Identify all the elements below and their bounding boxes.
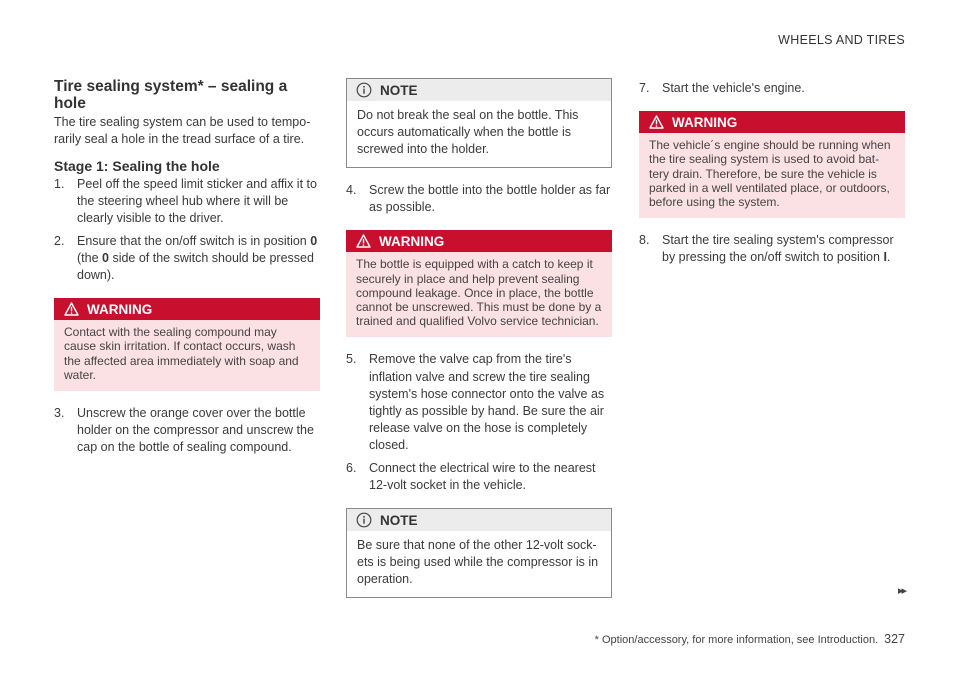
- steps-list-a: [54, 176, 320, 284]
- column-1: [54, 78, 320, 457]
- warning-triangle-icon: [356, 234, 371, 248]
- warning-text: Contact with the sealing compound may cause skin irritation. If contact occurs, wash the affected area immediately with soap and water.: [54, 320, 320, 391]
- column-2: [346, 78, 612, 612]
- note-label: NOTE: [380, 512, 418, 528]
- steps-list-d: [346, 351, 612, 494]
- footnote: * Option/accessory, for more information, see Introduction.: [594, 634, 879, 646]
- steps-list-b: [54, 405, 320, 457]
- info-circle-icon: [356, 512, 372, 528]
- stage-heading: Stage 1: Sealing the hole: [54, 158, 220, 174]
- intro-paragraph: The tire sealing system can be used to tempo-rarily seal a hole in the tread surface of a tire.: [54, 115, 311, 146]
- warning-box-engine: [639, 111, 905, 218]
- warning-box-bottle: [346, 230, 612, 337]
- note-box-seal: [346, 78, 612, 168]
- warning-label: WARNING: [379, 233, 445, 249]
- warning-text: The vehicle´s engine should be running when the tire sealing system is used to avoid bat-tery drain. Therefore, be sure the vehicle is parked in a well ventilated place, or outdoors, before using the system.: [639, 133, 905, 218]
- steps-list-e: [639, 80, 905, 97]
- step-4: 4. Screw the bottle into the bottle holder as far as possible.: [346, 183, 611, 215]
- warning-text: The bottle is equipped with a catch to keep it securely in place and help prevent sealing compound leakage. Once in place, the bottle cannot be unscrewed. This must be done by a trained and qualified Volvo service technician.: [346, 252, 612, 337]
- step-8: 8. Start the tire sealing system's compressor by pressing the on/off switch to position I.: [639, 233, 894, 265]
- note-text: Do not break the seal on the bottle. This occurs automatically when the bottle is screwed into the holder.: [357, 108, 579, 156]
- warning-triangle-icon: [64, 302, 79, 316]
- steps-list-c: [346, 182, 612, 216]
- step-1: 1. Peel off the speed limit sticker and affix it to the steering wheel hub where it will be clearly visible to the driver.: [54, 177, 317, 226]
- step-7: 7. Start the vehicle's engine.: [639, 81, 805, 95]
- note-text: Be sure that none of the other 12-volt sock-ets is being used while the compressor is in operation.: [357, 538, 599, 587]
- warning-label: WARNING: [672, 114, 738, 130]
- info-circle-icon: [356, 82, 372, 98]
- continue-arrows-icon: ▸▸: [897, 585, 905, 597]
- warning-triangle-icon: [649, 115, 664, 129]
- section-header: WHEELS AND TIRES: [778, 33, 905, 47]
- step-5: 5. Remove the valve cap from the tire's inflation valve and screw the tire sealing system's hose connector onto the valve as tightly as possible by hand. Be sure the air release valve on the hose is completely closed.: [346, 352, 605, 453]
- step-3: 3. Unscrew the orange cover over the bottle holder on the compressor and unscrew the cap on the bottle of sealing compound.: [54, 406, 314, 455]
- page-number: 327: [884, 632, 905, 646]
- step-6: 6. Connect the electrical wire to the nearest 12-volt socket in the vehicle.: [346, 460, 596, 492]
- steps-list-f: [639, 232, 905, 266]
- step-2: 2. Ensure that the on/off switch is in position 0 (the 0 side of the switch should be pressed down).: [54, 233, 318, 283]
- note-box-sockets: [346, 508, 612, 598]
- warning-box-skin: [54, 298, 320, 391]
- note-label: NOTE: [380, 82, 418, 98]
- column-3: [639, 78, 905, 267]
- page-title: Tire sealing system* – sealing a hole: [54, 78, 288, 112]
- page-footer: [595, 632, 905, 646]
- warning-label: WARNING: [87, 301, 153, 317]
